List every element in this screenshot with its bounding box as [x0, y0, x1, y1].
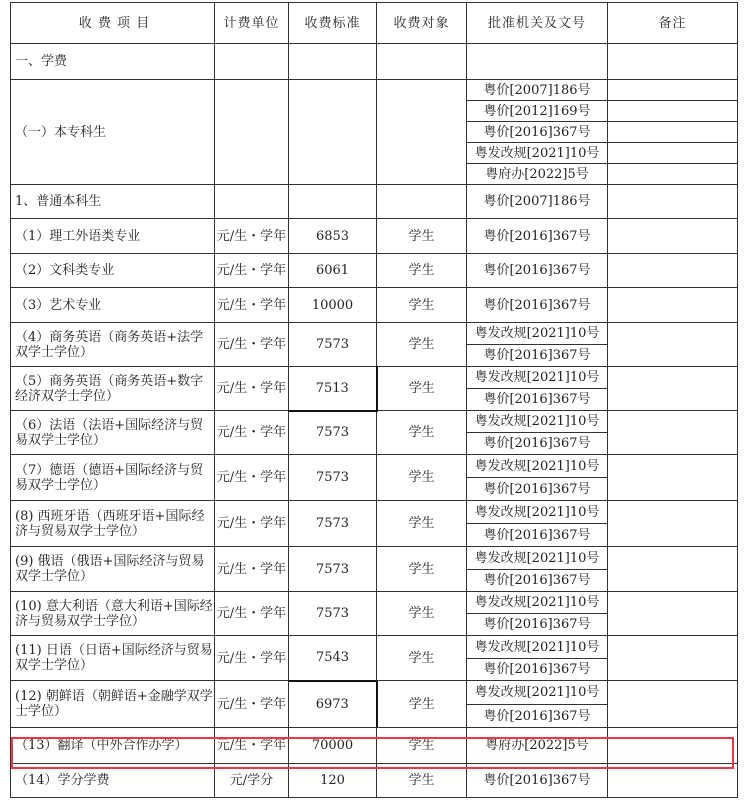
- table-row: [11, 592, 738, 614]
- approval-doc: 粤价[2016]367号: [467, 389, 608, 411]
- unit-cell: 元/生・学年: [215, 547, 289, 592]
- item-cell: (11) 日语（日语+国际经济与贸易双学士学位）: [11, 636, 215, 681]
- approval-doc: 粤价[2016]367号: [467, 524, 608, 547]
- approval-doc: 粤价[2016]367号: [467, 345, 608, 367]
- table-row: [11, 636, 738, 659]
- unit-cell: 元/生・学年: [215, 501, 289, 547]
- item-cell: (12) 朝鲜语（朝鲜语+金融学双学士学位）: [11, 681, 215, 728]
- target-cell: 学生: [377, 728, 467, 764]
- approval-doc: 粤价[2016]367号: [467, 764, 608, 798]
- approval-doc: 粤价[2016]367号: [467, 570, 608, 592]
- approval-doc: 粤府办[2022]5号: [467, 728, 608, 764]
- unit-cell: 元/生・学年: [215, 254, 289, 288]
- target-cell: 学生: [377, 764, 467, 798]
- fee-table: [10, 2, 738, 798]
- table-row: [11, 367, 738, 389]
- standard-cell: 6973: [289, 681, 377, 728]
- standard-cell: 120: [289, 764, 377, 798]
- target-cell: 学生: [377, 455, 467, 501]
- target-cell: 学生: [377, 636, 467, 681]
- approval-doc: 粤价[2016]367号: [467, 659, 608, 681]
- item-cell: (10) 意大利语（意大利语+国际经济与贸易双学士学位）: [11, 592, 215, 636]
- table-row: [11, 411, 738, 433]
- standard-cell: 70000: [289, 728, 377, 764]
- standard-cell: 6061: [289, 254, 377, 288]
- target-cell: 学生: [377, 288, 467, 323]
- approval-doc: 粤价[2016]367号: [467, 254, 608, 288]
- table-row: [11, 681, 738, 705]
- target-cell: 学生: [377, 219, 467, 254]
- item-cell: （14）学分学费: [11, 764, 215, 798]
- target-cell: 学生: [377, 501, 467, 547]
- approval-doc: 粤价[2016]367号: [467, 219, 608, 254]
- standard-cell: 7543: [289, 636, 377, 681]
- unit-cell: 元/生・学年: [215, 681, 289, 728]
- item-cell: （5）商务英语（商务英语+数字经济双学士学位）: [11, 367, 215, 411]
- unit-cell: 元/生・学年: [215, 592, 289, 636]
- approval-doc: 粤价[2007]186号: [467, 80, 608, 101]
- unit-cell: 元/生・学年: [215, 411, 289, 455]
- item-cell: （7）德语（德语+国际经济与贸易双学士学位）: [11, 455, 215, 501]
- approval-doc: 粤发改规[2021]10号: [467, 501, 608, 524]
- table-row: [11, 455, 738, 478]
- table-row: [11, 219, 738, 254]
- item-cell: 1、普通本科生: [11, 185, 215, 219]
- approval-doc: 粤价[2016]367号: [467, 614, 608, 636]
- standard-cell: 7573: [289, 547, 377, 592]
- table-row: [11, 185, 738, 219]
- table-row: [11, 254, 738, 288]
- approval-doc: 粤府办[2022]5号: [467, 164, 608, 185]
- item-cell: （4）商务英语（商务英语+法学双学士学位）: [11, 323, 215, 367]
- approval-doc: 粤价[2016]367号: [467, 288, 608, 323]
- approval-doc: 粤发改规[2021]10号: [467, 411, 608, 433]
- approval-doc: 粤发改规[2021]10号: [467, 143, 608, 164]
- unit-cell: 元/生・学年: [215, 455, 289, 501]
- table-row: [11, 501, 738, 524]
- header-row: [11, 3, 738, 44]
- header-remark: 备注: [608, 3, 738, 44]
- target-cell: 学生: [377, 547, 467, 592]
- unit-cell: 元/生・学年: [215, 636, 289, 681]
- item-cell: （一）本专科生: [11, 80, 215, 185]
- approval-doc: 粤发改规[2021]10号: [467, 636, 608, 659]
- approval-doc: 粤价[2016]367号: [467, 122, 608, 143]
- target-cell: 学生: [377, 592, 467, 636]
- standard-cell: 7513: [289, 367, 377, 411]
- approval-doc: 粤价[2007]186号: [467, 185, 608, 219]
- item-cell: （6）法语（法语+国际经济与贸易双学士学位）: [11, 411, 215, 455]
- item-cell: 一、学费: [11, 44, 215, 80]
- target-cell: 学生: [377, 367, 467, 411]
- item-cell: （1）理工外语类专业: [11, 219, 215, 254]
- standard-cell: 7573: [289, 455, 377, 501]
- standard-cell: 10000: [289, 288, 377, 323]
- approval-doc: 粤价[2012]169号: [467, 101, 608, 122]
- approval-doc: 粤发改规[2021]10号: [467, 367, 608, 389]
- header-item: 收 费 项 目: [11, 3, 215, 44]
- standard-cell: 6853: [289, 219, 377, 254]
- standard-cell: 7573: [289, 323, 377, 367]
- approval-doc: 粤价[2016]367号: [467, 433, 608, 455]
- target-cell: 学生: [377, 323, 467, 367]
- approval-doc: 粤发改规[2021]10号: [467, 547, 608, 570]
- table-row: [11, 44, 738, 80]
- table-row: [11, 547, 738, 570]
- approval-doc: 粤发改规[2021]10号: [467, 455, 608, 478]
- unit-cell: 元/生・学年: [215, 728, 289, 764]
- standard-cell: 7573: [289, 501, 377, 547]
- item-cell: （13）翻译（中外合作办学）: [11, 728, 215, 764]
- unit-cell: 元/生・学年: [215, 323, 289, 367]
- item-cell: （3）艺术专业: [11, 288, 215, 323]
- item-cell: (8) 西班牙语（西班牙语+国际经济与贸易双学士学位）: [11, 501, 215, 547]
- table-row: [11, 764, 738, 798]
- header-approval: 批准机关及文号: [467, 3, 608, 44]
- table-row: [11, 288, 738, 323]
- table-row-highlighted: [11, 728, 738, 764]
- standard-cell: 7573: [289, 592, 377, 636]
- approval-doc: 粤价[2016]367号: [467, 705, 608, 728]
- unit-cell: 元/生・学年: [215, 219, 289, 254]
- table-row: [11, 323, 738, 345]
- unit-cell: 元/生・学年: [215, 367, 289, 411]
- header-target: 收费对象: [377, 3, 467, 44]
- approval-doc: 粤发改规[2021]10号: [467, 681, 608, 705]
- header-unit: 计费单位: [215, 3, 289, 44]
- approval-doc: 粤价[2016]367号: [467, 478, 608, 501]
- header-standard: 收费标准: [289, 3, 377, 44]
- target-cell: 学生: [377, 681, 467, 728]
- approval-doc: 粤发改规[2021]10号: [467, 323, 608, 345]
- target-cell: 学生: [377, 411, 467, 455]
- approval-doc: 粤发改规[2021]10号: [467, 592, 608, 614]
- unit-cell: 元/生・学年: [215, 288, 289, 323]
- target-cell: 学生: [377, 254, 467, 288]
- unit-cell: 元/学分: [215, 764, 289, 798]
- table-row: [11, 80, 738, 101]
- item-cell: (9) 俄语（俄语+国际经济与贸易双学士学位）: [11, 547, 215, 592]
- standard-cell: 7573: [289, 411, 377, 455]
- item-cell: （2）文科类专业: [11, 254, 215, 288]
